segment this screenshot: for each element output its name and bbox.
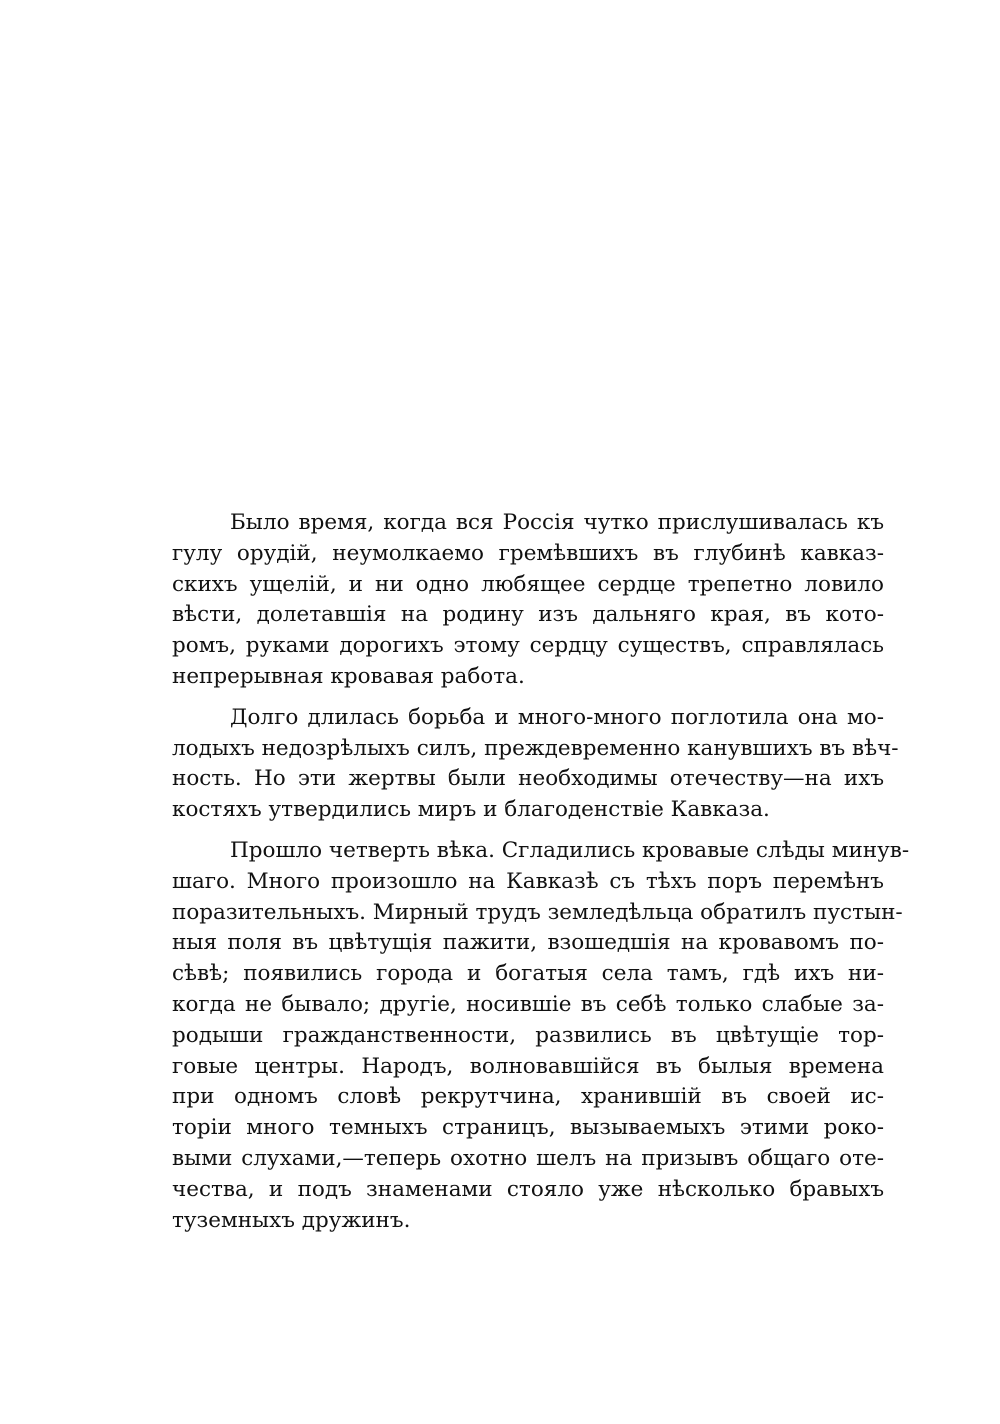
paragraph-2 bbox=[172, 703, 899, 826]
text-line: поразительныхъ. Мирный трудъ земледѣльца обратилъ пустын- bbox=[172, 899, 903, 925]
body-text bbox=[172, 508, 910, 1246]
text-line: костяхъ утвердились миръ и благоденствіе Кавказа. bbox=[172, 797, 770, 823]
text-line: ромъ, руками дорогихъ этому сердцу существъ, справлялась bbox=[172, 633, 884, 659]
text-line: когда не бывало; другіе, носившіе въ себѣ только слабые за- bbox=[172, 991, 884, 1017]
paragraph-3 bbox=[172, 836, 910, 1236]
text-line: скихъ ущелій, и ни одно любящее сердце трепетно ловило bbox=[172, 571, 884, 597]
text-line: гулу орудій, неумолкаемо гремѣвшихъ въ глубинѣ кавказ- bbox=[172, 540, 884, 566]
paragraph-1 bbox=[172, 508, 884, 693]
text-line: туземныхъ дружинъ. bbox=[172, 1207, 411, 1233]
text-line: чества, и подъ знаменами стояло уже нѣсколько бравыхъ bbox=[172, 1176, 884, 1202]
text-line: при одномъ словѣ рекрутчина, хранившій въ своей ис- bbox=[172, 1084, 884, 1110]
text-line: говые центры. Народъ, волновавшійся въ былыя времена bbox=[172, 1053, 884, 1079]
text-line: выми слухами,—теперь охотно шелъ на призывъ общаго оте- bbox=[172, 1145, 884, 1171]
text-line: шаго. Много произошло на Кавказѣ съ тѣхъ поръ перемѣнъ bbox=[172, 868, 884, 894]
text-line: лодыхъ недозрѣлыхъ силъ, преждевременно канувшихъ въ вѣч- bbox=[172, 735, 899, 761]
text-line: ныя поля въ цвѣтущія пажити, взошедшія на кровавомъ по- bbox=[172, 930, 884, 956]
text-line: Было время, когда вся Россія чутко прислушивалась къ bbox=[230, 510, 884, 535]
text-line: торіи много темныхъ страницъ, вызываемыхъ этими роко- bbox=[172, 1115, 884, 1141]
text-line: ность. Но эти жертвы были необходимы отечеству—на ихъ bbox=[172, 766, 884, 792]
text-line: сѣвѣ; появились города и богатыя села тамъ, гдѣ ихъ ни- bbox=[172, 961, 884, 987]
text-line: Прошло четверть вѣка. Сгладились кровавые слѣды минув- bbox=[230, 837, 910, 863]
text-line: вѣсти, долетавшія на родину изъ дальняго края, въ кото- bbox=[172, 602, 884, 628]
text-line: непрерывная кровавая работа. bbox=[172, 663, 525, 689]
text-line: родыши гражданственности, развились въ цвѣтущіе тор- bbox=[172, 1022, 884, 1048]
text-line: Долго длилась борьба и много-много поглотила она мо- bbox=[230, 704, 884, 730]
